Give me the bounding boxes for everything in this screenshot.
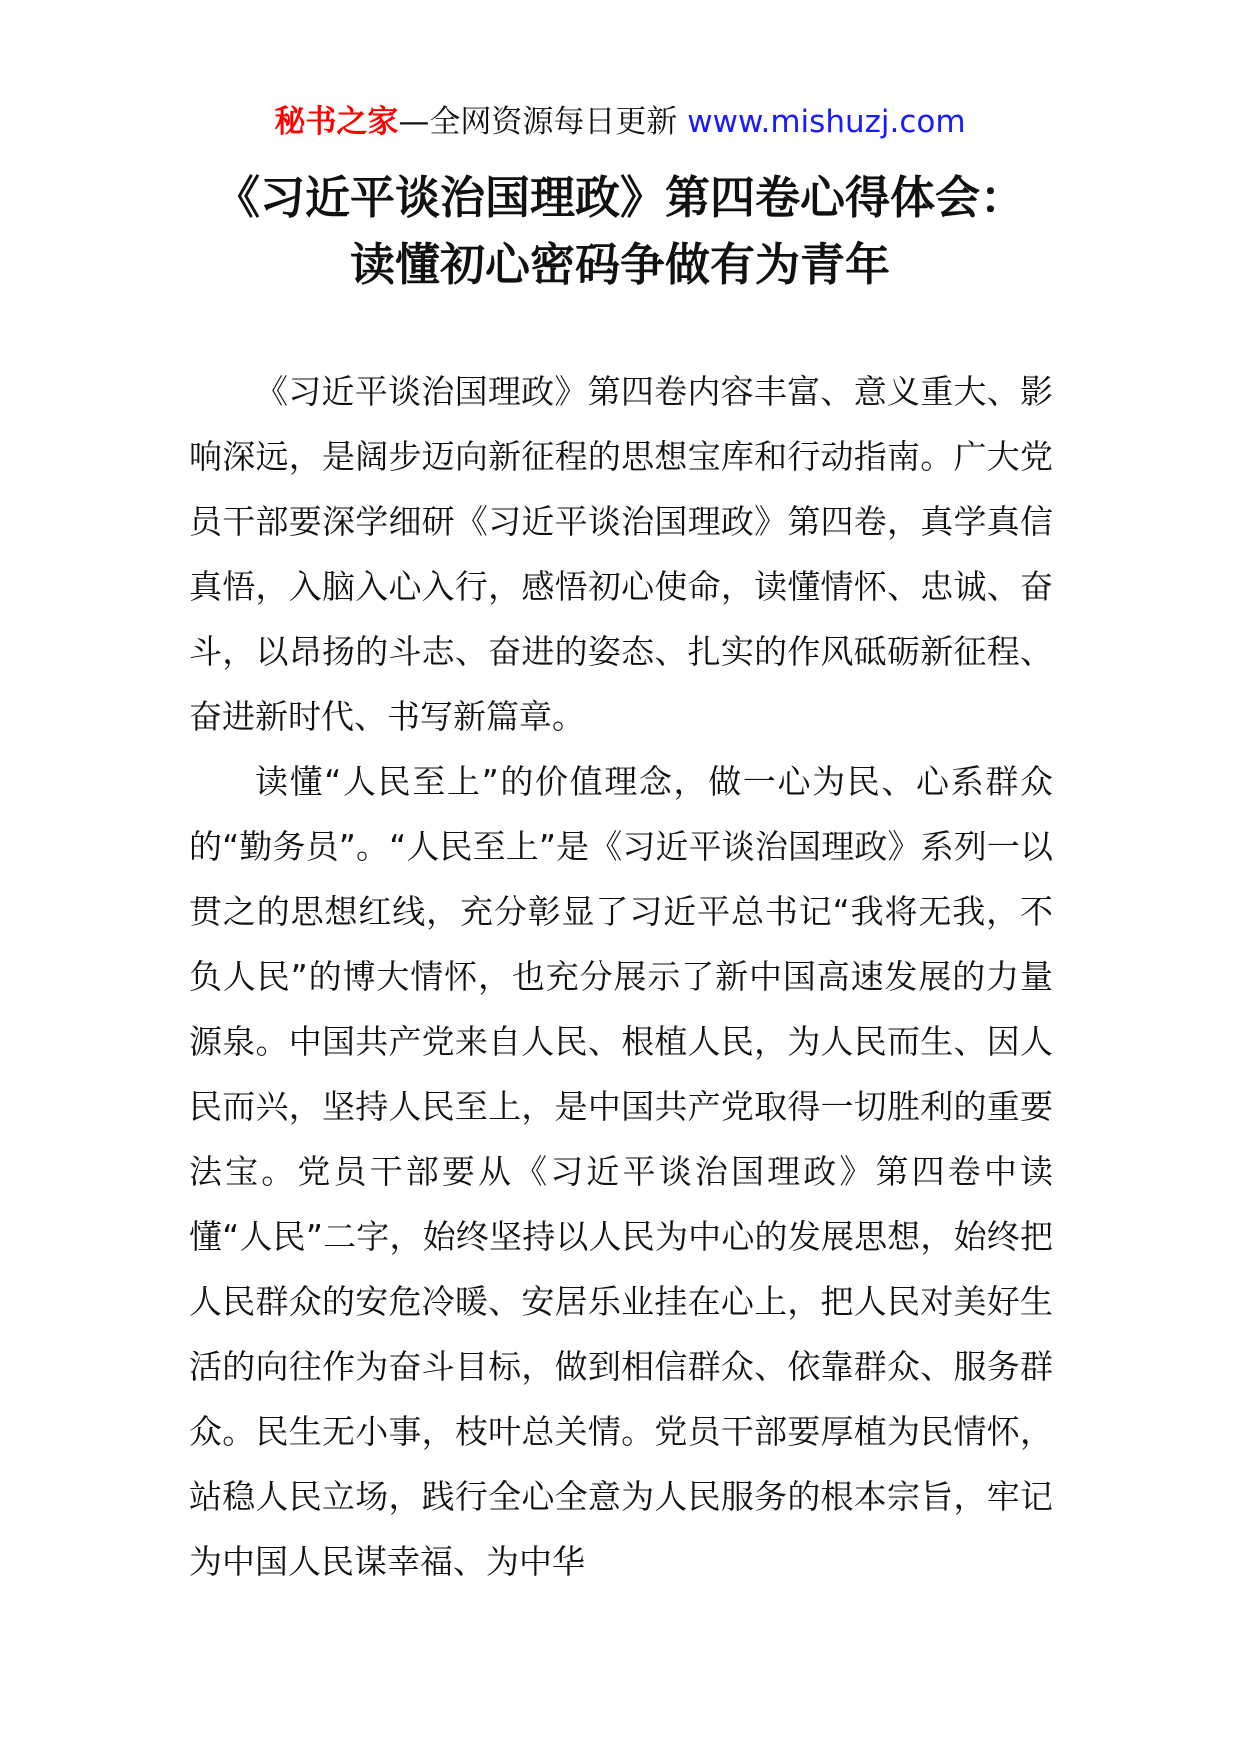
paragraph: 读懂“人民至上”的价值理念，做一心为民、心系群众的“勤务员”。“人民至上”是《习近平谈治国理政》系列一以贯之的思想红线，充分彰显了习近平总书记“我将无我，不负人民”的博大情怀，也充分展示了新中国高速发展的力量源泉。中国共产党来自人民、根植人民，为人民而生、因人民而兴，坚持人民至上，是中国共产党取得一切胜利的重要法宝。党员干部要从《习近平谈治国理政》第四卷中读懂“人民”二字，始终坚持以人民为中心的发展思想，始终把人民群众的安危冷暖、安居乐业挂在心上，把人民对美好生活的向往作为奋斗目标，做到相信群众、依靠群众、服务群众。民生无小事，枝叶总关情。党员干部要厚植为民情怀，站稳人民立场，践行全心全意为人民服务的根本宗旨，牢记为中国人民谋幸福、为中华 [189,762,1053,1581]
title-line-1: 《习近平谈治国理政》第四卷心得体会： [214,171,1025,224]
document-title [0,164,1240,298]
site-name: 秘书之家 [274,104,399,140]
site-header [0,100,1240,144]
site-url-link[interactable]: www.mishuzj.com [687,104,966,140]
paragraph: 《习近平谈治国理政》第四卷内容丰富、意义重大、影响深远，是阔步迈向新征程的思想宝库和行动指南。广大党员干部要深学细研《习近平谈治国理政》第四卷，真学真信真悟，入脑入心入行，感悟初心使命，读懂情怀、忠诚、奋斗，以昂扬的斗志、奋进的姿态、扎实的作风砥砺新征程、奋进新时代、书写新篇章。 [189,372,1053,736]
title-line-2: 读懂初心密码争做有为青年 [349,238,890,291]
document-body [189,359,1053,1594]
site-tagline: —全网资源每日更新 [398,104,688,140]
